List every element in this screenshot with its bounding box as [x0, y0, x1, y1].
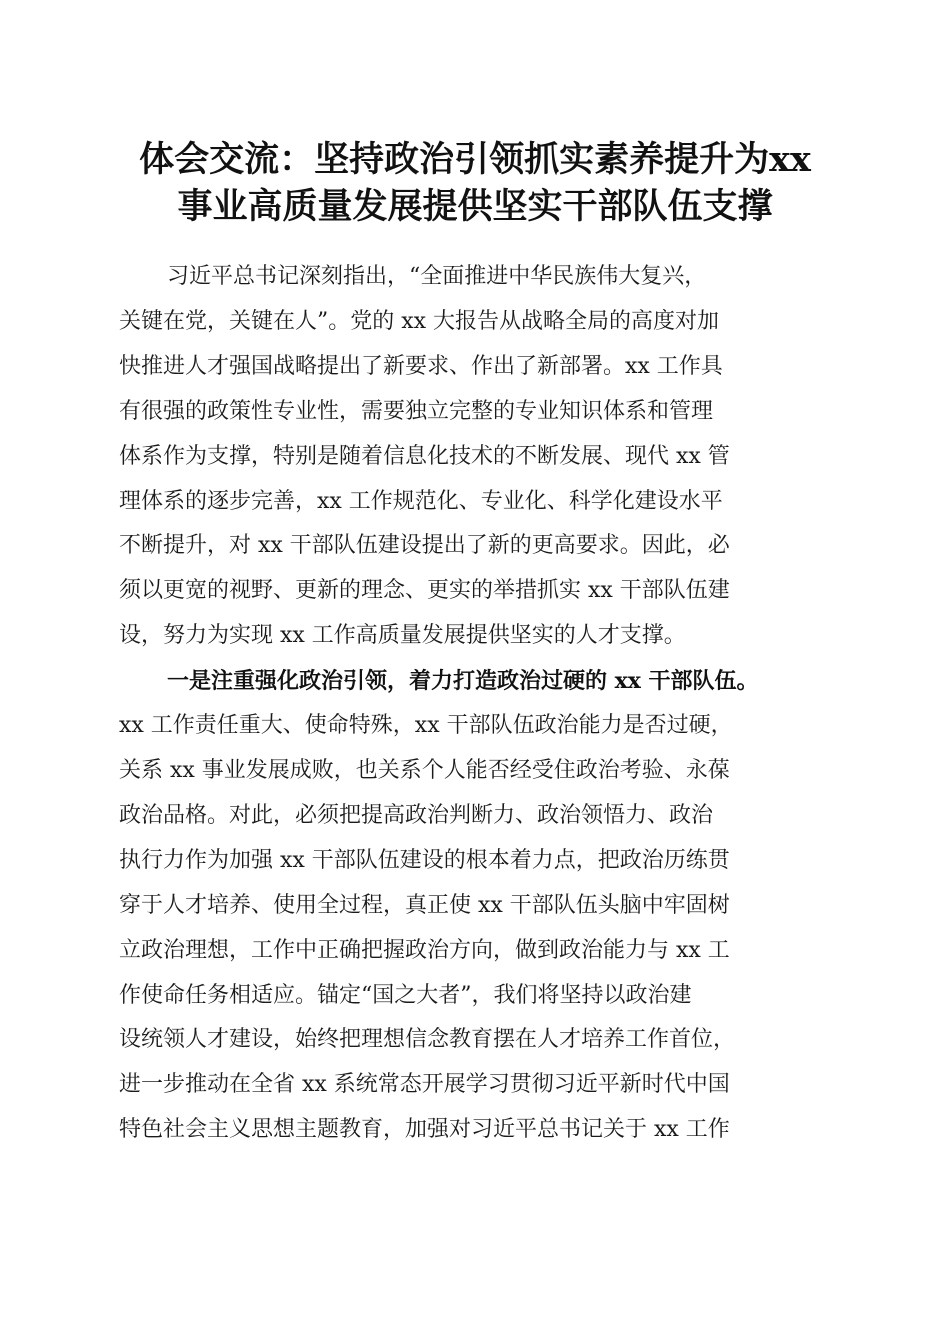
text-line: 执行力作为加强 xx 干部队伍建设的根本着力点，把政治历练贯 — [119, 847, 730, 873]
text-line: 快推进人才强国战略提出了新要求、作出了新部署。xx 工作具 — [119, 353, 723, 379]
text-line: 设统领人才建设，始终把理想信念教育摆在人才培养工作首位， — [119, 1027, 736, 1053]
text-line: 理体系的逐步完善，xx 工作规范化、专业化、科学化建设水平 — [119, 488, 723, 514]
text-line: 作使命任务相适应。锚定“国之大者”，我们将坚持以政治建 — [119, 982, 692, 1008]
text-line: 特色社会主义思想主题教育，加强对习近平总书记关于 xx 工作 — [119, 1117, 730, 1143]
text-line: 立政治理想，工作中正确把握政治方向，做到政治能力与 xx 工 — [119, 937, 730, 963]
text-line: 须以更宽的视野、更新的理念、更实的举措抓实 xx 干部队伍建 — [119, 578, 730, 604]
text-line: 有很强的政策性专业性，需要独立完整的专业知识体系和管理 — [119, 398, 714, 424]
document-title — [100, 136, 850, 230]
text-line: 体系作为支撑，特别是随着信息化技术的不断发展、现代 xx 管 — [119, 443, 730, 469]
text-line: 政治品格。对此，必须把提高政治判断力、政治领悟力、政治 — [119, 802, 714, 828]
text-line: 习近平总书记深刻指出，“全面推进中华民族伟大复兴， — [167, 264, 707, 289]
text-line: 穿于人才培养、使用全过程，真正使 xx 干部队伍头脑中牢固树 — [119, 892, 730, 918]
text-line: 进一步推动在全省 xx 系统常态开展学习贯彻习近平新时代中国 — [119, 1072, 730, 1098]
text-line: xx 工作责任重大、使命特殊，xx 干部队伍政治能力是否过硬， — [119, 713, 733, 739]
section-heading: 一是注重强化政治引领，着力打造政治过硬的 xx 干部队伍。 — [167, 668, 759, 695]
text-line: 关键在党，关键在人”。党的 xx 大报告从战略全局的高度对加 — [119, 308, 720, 334]
title-line-1: 体会交流：坚持政治引领抓实素养提升为xx — [139, 139, 811, 180]
text-line: 关系 xx 事业发展成败，也关系个人能否经受住政治考验、永葆 — [119, 757, 730, 783]
document-body — [119, 255, 835, 1153]
title-line-2: 事业高质量发展提供坚实干部队伍支撑 — [177, 186, 773, 227]
text-line: 设，努力为实现 xx 工作高质量发展提供坚实的人才支撑。 — [119, 623, 686, 649]
text-line: 不断提升，对 xx 干部队伍建设提出了新的更高要求。因此，必 — [119, 533, 730, 559]
